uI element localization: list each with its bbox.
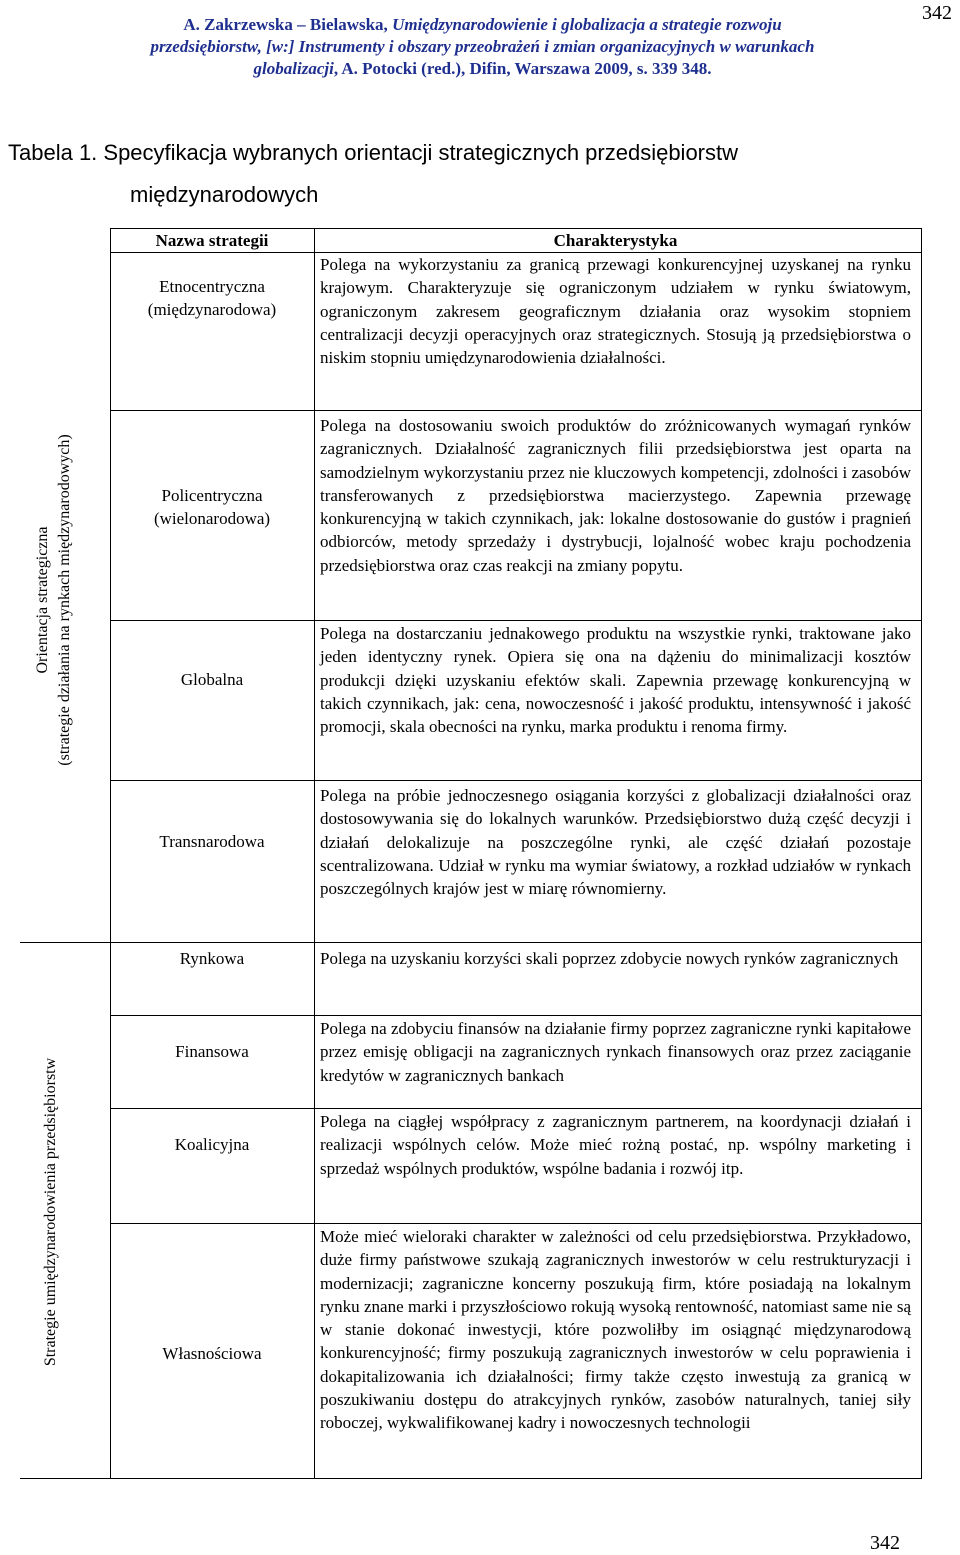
strategy-description: Polega na dostarczaniu jednakowego produktu na wszystkie rynki, traktowane jako jeden identyczny rynek. Opiera się ona na dążeniu do minimalizacji kosztów produkcji dzięki uzyskaniu efektów skali. Zapewnia przewagę konkurencyjną w takich czynnikach, jak: cena, nowoczesność i jakość produktu, intensywność i jakość promocji, skala obecności na rynku, marka produktu i renoma firmy. (320, 624, 911, 737)
grid-line (110, 228, 111, 1478)
citation-publication: , A. Potocki (red.), Difin, Warszawa 2009, s. 339 348. (333, 59, 712, 78)
grid-line (110, 410, 922, 411)
strategy-name-line-1: Etnocentryczna (159, 277, 265, 296)
citation-title-part2: przedsiębiorstw, [w:] Instrumenty i obszary przeobrażeń i zmian organizacyjnych w warunkach (150, 37, 815, 56)
strategy-name (112, 275, 312, 321)
strategy-description: Polega na wykorzystaniu za granicą przewagi konkurencyjnej uzyskanej na rynku krajowym. Charakteryzuje się ograniczonym udziałem w rynku światowym, ograniczonym zakresem geograficznym działania oraz wysokim stopniem centralizacji decyzji operacyjnych oraz strategicznych. Stosują ją przedsiębiorstwa o niskim stopniu umiędzynarodowienia działalności. (320, 255, 911, 368)
column-header-name: Nazwa strategii (155, 231, 269, 250)
grid-line (921, 228, 922, 1478)
caption-line-1: Tabela 1. Specyfikacja wybranych orientacji strategicznych przedsiębiorstw (8, 140, 739, 165)
column-header-description: Charakterystyka (553, 231, 678, 250)
strategy-name (112, 484, 312, 530)
strategy-name-line-1: Policentryczna (161, 486, 263, 505)
group-label-line-2: (strategie działania na rynkach międzynarodowych) (56, 434, 73, 766)
group-label-internationalization (40, 952, 62, 1472)
citation-author: A. Zakrzewska – Bielawska, (183, 15, 393, 34)
strategy-description: Polega na zdobyciu finansów na działanie firmy poprzez zagraniczne rynki kapitałowe przez emisję obligacji na zagranicznych rynkach finansowych oraz przez zaciąganie kredytów w zagranicznych bankach (320, 1019, 911, 1085)
strategy-name-line-2: (wielonarodowa) (153, 509, 271, 528)
grid-line (20, 942, 922, 943)
group-label-text: Strategie umiędzynarodowienia przedsiębiorstw (42, 1057, 59, 1367)
strategy-name: Koalicyjna (174, 1135, 250, 1154)
strategy-name: Transnarodowa (159, 832, 265, 851)
strategy-name: Globalna (180, 670, 244, 689)
strategy-description: Polega na dostosowaniu swoich produktów do zróżnicowanych wymagań rynków zagranicznych. Działalność zagranicznych filii przedsiębiorstwa jest oparta na samodzielnym wykorzystaniu przez nie kluczowych kompetencji, zdolności i zasobów transferowanych z przedsiębiorstwa macierzystego. Zapewnia przewagę konkurencyjną w takich czynnikach, jak: lokalne dostosowanie do gustów i pragnień odbiorców, metody sprzedaży i dystrybucji, lojalność wobec kraju pochodzenia przedsiębiorstwa oraz czas reakcji na zmiany popytu. (320, 416, 911, 575)
group-label-orientation (32, 340, 76, 860)
strategy-name: Rynkowa (179, 949, 245, 968)
citation-title-part3: globalizacji (253, 59, 334, 78)
strategy-description: Polega na uzyskaniu korzyści skali poprzez zdobycie nowych rynków zagranicznych (320, 949, 899, 968)
strategy-description: Może mieć wieloraki charakter w zależności od celu przedsiębiorstwa. Przykładowo, duże firmy państwowe szukają zagranicznych inwestorów w celu restrukturyzacji i modernizacji; zagraniczne koncerny poszukują firm, które posiadają na lokalnym rynku znane marki i przyszłościowo rokują wysoką rentowność, natomiast same nie są w stanie dokonać inwestycji, które pozwoliłby im osiągnąć międzynarodową konkurencyjność; firmy poszukują zagranicznych inwestorów w celu poprawienia i dokapitalizowania ich działalności; firmy także często inwestują za granicą w poszukiwaniu dostępu do atrakcyjnych rynków, zasobów naturalnych, taniej siły roboczej, wykwalifikowanej kadry i nowoczesnych technologii (320, 1227, 911, 1433)
strategy-name: Własnościowa (162, 1344, 262, 1363)
table-caption (8, 132, 948, 216)
citation-header (40, 14, 925, 80)
grid-line (110, 1223, 922, 1224)
strategy-name-line-2: (międzynarodowa) (147, 300, 277, 319)
grid-line (20, 1478, 922, 1479)
citation-title-part1: Umiędzynarodowienie i globalizacja a strategie rozwoju (392, 15, 782, 34)
group-label-line-1: Orientacja strategiczna (34, 526, 51, 674)
grid-line (110, 780, 922, 781)
grid-line (110, 620, 922, 621)
strategy-description: Polega na ciągłej współpracy z zagranicznym partnerem, na koordynacji działań i realizacji wspólnych celów. Może mieć rożną postać, np. wspólny marketing i sprzedaż wspólnych produktów, wspólne badania i rozwój itp. (320, 1112, 911, 1178)
page-number-top: 342 (922, 2, 952, 24)
strategy-description: Polega na próbie jednoczesnego osiągania korzyści z globalizacji działalności oraz dostosowywania się do lokalnych warunków. Przedsiębiorstwo dużą część decyzji i działań delokalizuje na poszczególne rynki, ale część działań pozostaje scentralizowana. Udział w rynku ma wymiar światowy, a rozkład udziałów w rynkach poszczególnych krajów jest w miarę równomierny. (320, 786, 911, 899)
page-number-bottom: 342 (870, 1532, 900, 1554)
caption-line-2: międzynarodowych (130, 182, 319, 207)
grid-line (110, 1015, 922, 1016)
grid-line (110, 1108, 922, 1109)
strategy-name: Finansowa (175, 1042, 249, 1061)
grid-line (314, 228, 315, 1478)
